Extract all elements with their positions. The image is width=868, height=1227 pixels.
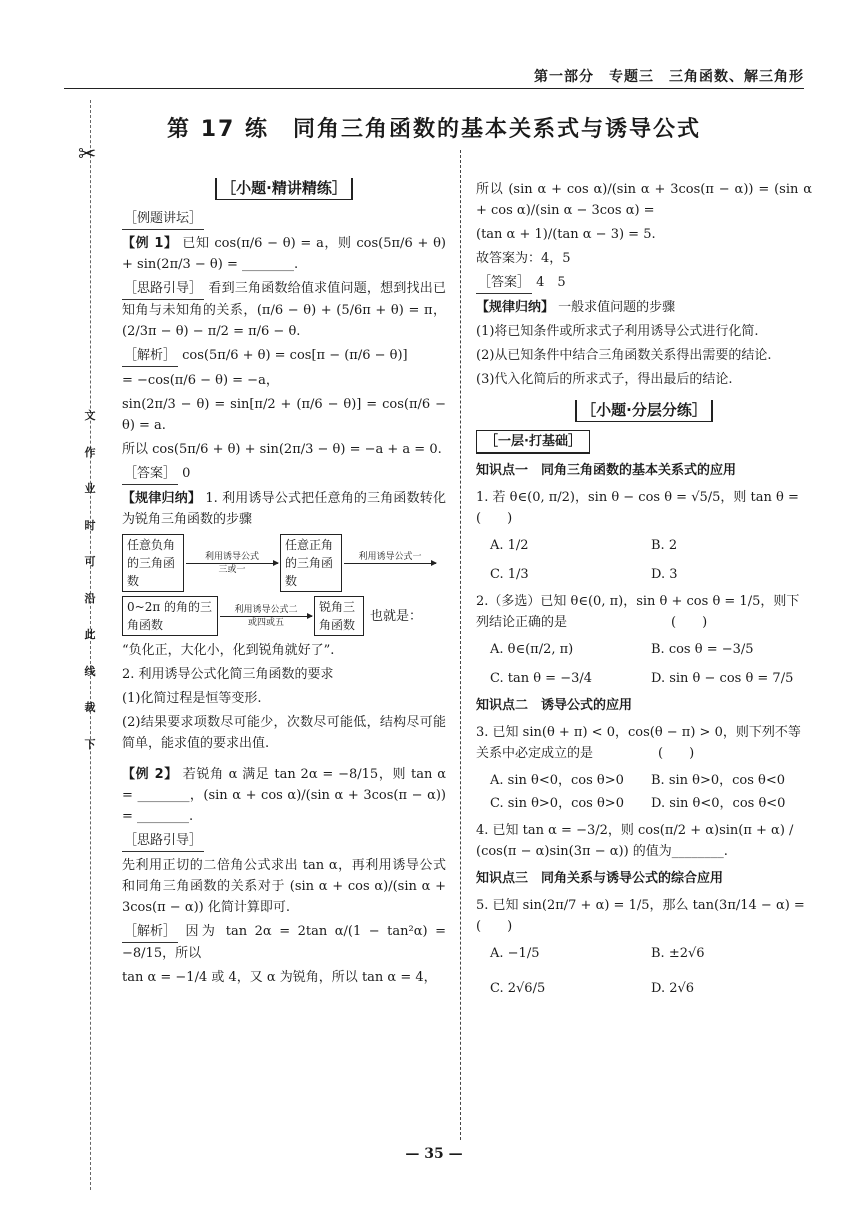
rule-line: 2. 利用诱导公式化简三角函数的要求 <box>122 667 334 682</box>
flow-box: 锐角三角函数 <box>314 596 364 636</box>
rule-quote: “负化正，大化小，化到锐角就好了”. <box>122 643 335 658</box>
question-1-options <box>476 535 812 585</box>
side-char: 时 <box>84 518 96 532</box>
question-5-options <box>476 943 812 999</box>
side-char: 裁 <box>84 701 96 714</box>
header-breadcrumb: 第一部分 专题三 三角函数、解三角形 <box>534 69 804 85</box>
rule-item: (2)从已知条件中结合三角函数关系得出需要的结论. <box>476 348 772 363</box>
question-5: 5. 已知 sin(2π/7 + α) = 1/5，那么 tan(3π/14 − α) = ( ) <box>476 898 805 934</box>
flow-box: 0~2π 的角的三角函数 <box>122 596 218 636</box>
question-3-options <box>476 770 812 814</box>
knowledge-point-2: 知识点二 诱导公式的应用 <box>476 698 633 713</box>
option: A. sin θ<0，cos θ>0 <box>490 773 624 788</box>
flow-arrow <box>344 551 436 576</box>
hint-block <box>122 830 446 852</box>
arrow-label: 利用诱导公式 <box>204 551 259 562</box>
rule-block <box>122 488 446 530</box>
rule-item: (1)化简过程是恒等变形. <box>122 691 262 706</box>
solution-line: sin(2π/3 − θ) = sin[π/2 + (π/6 − θ)] = cos(π/6 − θ) = a. <box>122 397 446 433</box>
solution-label: ［解析］ <box>122 921 178 943</box>
option: B. 2 <box>651 538 678 553</box>
solution-line: (tan α + 1)/(tan α − 3) = 5. <box>476 227 656 242</box>
flow-tail: 也就是： <box>370 608 423 624</box>
question-4: 4. 已知 tan α = −3/2，则 cos(π/2 + α)sin(π + α) / (cos(π − α)sin(3π − α)) 的值为________. <box>476 823 794 859</box>
option: D. 2√6 <box>651 981 695 996</box>
option: B. ±2√6 <box>651 946 705 961</box>
hint-label: ［思路引导］ <box>122 278 204 300</box>
layer-title: ［一层·打基础］ <box>476 430 590 454</box>
question-1: 1. 若 θ∈(0, π/2)，sin θ − cos θ = √5/5，则 tan θ = ( ) <box>476 490 799 526</box>
option: B. sin θ>0，cos θ<0 <box>651 773 786 788</box>
option: C. 2√6/5 <box>490 981 546 996</box>
answer-text: 0 <box>182 466 191 481</box>
header-rule <box>64 88 804 89</box>
solution-line <box>122 345 446 367</box>
rule-item: (2)结果要求项数尽可能少，次数尽可能低，结构尽可能简单，能求值的要求出值. <box>122 715 446 751</box>
scissors-icon: ✂ <box>78 142 97 167</box>
side-char: 业 <box>84 482 96 495</box>
answer-label: ［答案］ <box>122 463 178 485</box>
rule-title: 一般求值问题的步骤 <box>558 300 676 315</box>
solution-line: = −cos(π/6 − θ) = −a， <box>122 373 279 388</box>
arrow-label: 三或一 <box>218 564 246 575</box>
flow-box: 任意正角的三角函数 <box>280 534 342 592</box>
answer-label: ［答案］ <box>476 272 532 294</box>
example-label: 【例 2】 <box>122 767 178 782</box>
solution-text: cos(5π/6 + θ) = cos[π − (π/6 − θ)] <box>182 348 408 363</box>
question-2: 2.（多选）已知 θ∈(0, π)，sin θ + cos θ = 1/5，则下列结论正确的是 ( ) <box>476 594 800 630</box>
solution-line: 所以 (sin α + cos α)/(sin α + 3cos(π − α)) = (sin α + cos α)/(sin α − 3cos α) = <box>476 182 812 218</box>
page-number: — 35 — <box>405 1146 463 1162</box>
option: A. 1/2 <box>490 538 529 553</box>
side-note <box>80 398 100 763</box>
side-char: 下 <box>84 737 96 751</box>
arrow-label: 或四或五 <box>247 617 284 628</box>
side-char: 文 <box>84 409 96 422</box>
option: C. sin θ>0，cos θ>0 <box>490 796 624 811</box>
hint-text: 先利用正切的二倍角公式求出 tan α，再利用诱导公式和同角三角函数的关系对于 (sin α + cos α)/(sin α + 3cos(π − α)) 化简计算即可. <box>122 858 446 915</box>
solution-line: 故答案为：4，5 <box>476 251 571 266</box>
arrow-label: 利用诱导公式一 <box>358 551 422 562</box>
hint-block <box>122 278 446 342</box>
page-title: 第 17 练 同角三角函数的基本关系式与诱导公式 <box>167 117 701 142</box>
solution-line <box>122 921 446 964</box>
option: B. cos θ = −3/5 <box>651 642 754 657</box>
rule-item: (3)代入化简后的所求式子，得出最后的结论. <box>476 372 733 387</box>
side-char: 可 <box>84 555 96 568</box>
solution-text: 因为 tan 2α = 2tan α/(1 − tan²α) = −8/15，所以 <box>122 924 446 961</box>
option: D. 3 <box>651 567 678 582</box>
left-column <box>122 176 446 991</box>
option: D. sin θ<0，cos θ<0 <box>651 796 786 811</box>
knowledge-point-3: 知识点三 同角关系与诱导公式的综合应用 <box>476 871 724 886</box>
option: C. 1/3 <box>490 567 529 582</box>
section-title: ［小题·分层分练］ <box>476 400 812 422</box>
knowledge-point-1: 知识点一 同角三角函数的基本关系式的应用 <box>476 463 737 478</box>
subsection-title: ［例题讲坛］ <box>122 208 204 230</box>
rule-text: 1. 利用诱导公式把任意角的三角函数转化为锐角三角函数的步骤 <box>122 491 446 527</box>
rule-item: (1)将已知条件或所求式子利用诱导公式进行化简. <box>476 324 759 339</box>
answer-line <box>476 272 812 294</box>
solution-line: 所以 cos(5π/6 + θ) + sin(2π/3 − θ) = −a + a = 0. <box>122 442 442 457</box>
rule-label: 【规律归纳】 <box>122 491 202 506</box>
flow-arrow <box>220 604 312 629</box>
rule-block <box>476 297 812 318</box>
solution-label: ［解析］ <box>122 345 178 367</box>
flow-row-1 <box>122 534 446 592</box>
example-label: 【例 1】 <box>122 236 178 251</box>
arrow-label: 利用诱导公式二 <box>234 604 298 615</box>
option: C. tan θ = −3/4 <box>490 671 593 686</box>
option: D. sin θ − cos θ = 7/5 <box>651 671 794 686</box>
flow-row-2 <box>122 596 446 636</box>
option: A. θ∈(π/2, π) <box>490 642 574 657</box>
side-char: 此 <box>84 628 96 641</box>
question-3: 3. 已知 sin(θ + π) < 0，cos(θ − π) > 0，则下列不等关系中必定成立的是 ( ) <box>476 725 801 761</box>
hint-text: 看到三角函数给值求值问题，想到找出已知角与未知角的关系，(π/6 − θ) + (5/6π + θ) = π，(2/3π − θ) − π/2 = π/6 − θ. <box>122 281 446 339</box>
answer-text: 4 5 <box>536 275 566 290</box>
example-question: 已知 cos(π/6 − θ) = a，则 cos(5π/6 + θ) + sin(2π/3 − θ) = ________. <box>122 236 446 272</box>
flow-arrow <box>186 551 278 576</box>
right-column <box>476 176 812 1003</box>
solution-line: tan α = −1/4 或 4，又 α 为锐角，所以 tan α = 4， <box>122 970 437 985</box>
side-char: 线 <box>84 664 96 678</box>
column-divider <box>460 150 461 1140</box>
answer-line <box>122 463 446 485</box>
section-title: ［小题·精讲精练］ <box>122 178 446 200</box>
option: A. −1/5 <box>490 946 540 961</box>
hint-label: ［思路引导］ <box>122 830 204 852</box>
flow-box: 任意负角的三角函数 <box>122 534 184 592</box>
rule-label: 【规律归纳】 <box>476 300 555 315</box>
side-char: 作 <box>84 445 96 459</box>
example-1 <box>122 233 446 275</box>
example-question: 若锐角 α 满足 tan 2α = −8/15，则 tan α = ________，(sin α + cos α)/(sin α + 3cos(π − α)) = ________. <box>122 767 446 824</box>
example-2 <box>122 764 446 827</box>
side-char: 沿 <box>84 591 96 605</box>
question-2-options <box>476 639 812 689</box>
